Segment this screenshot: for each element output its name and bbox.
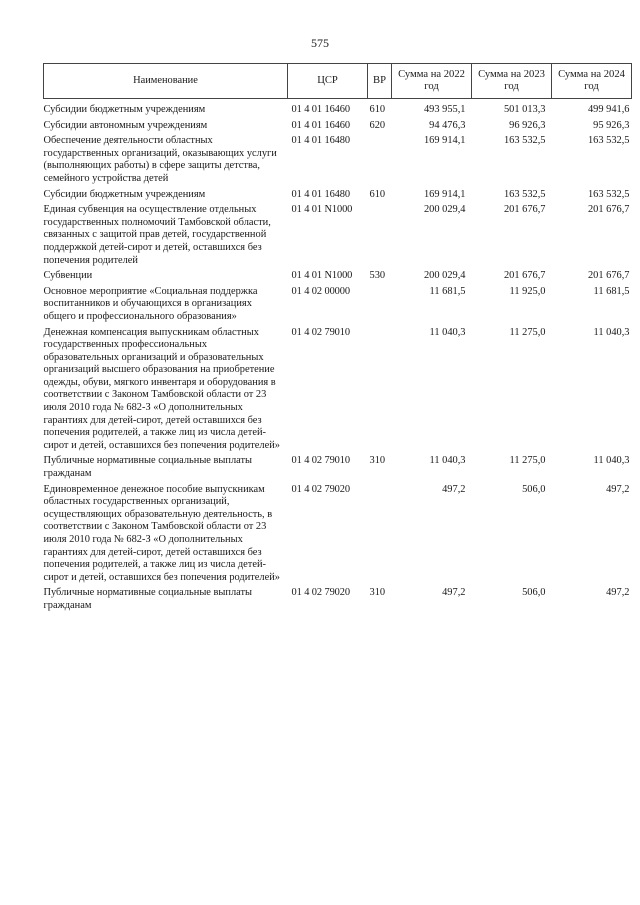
table-row (44, 268, 632, 284)
row-sum-2023: 163 532,5 (503, 135, 546, 147)
table-row (44, 284, 632, 325)
row-csr: 01 4 01 16480 (291, 188, 350, 200)
row-sum-2024: 497,2 (606, 587, 630, 599)
row-csr: 01 4 02 79020 (291, 483, 350, 495)
row-sum-2022: 169 914,1 (423, 188, 466, 200)
table-row (44, 482, 632, 586)
table-row (44, 118, 632, 134)
row-sum-2022: 11 681,5 (429, 285, 466, 297)
row-vr (368, 284, 392, 325)
row-vr (368, 482, 392, 586)
row-csr: 01 4 02 00000 (291, 285, 350, 297)
row-csr: 01 4 02 79010 (291, 455, 350, 467)
row-sum-2024: 11 681,5 (593, 285, 630, 297)
row-vr: 530 (369, 270, 386, 282)
row-csr: 01 4 01 16480 (291, 135, 350, 147)
row-vr (368, 325, 392, 454)
header-sum-2024: Сумма на 2024 год (552, 64, 632, 99)
table-row (44, 585, 632, 613)
row-sum-2023: 96 926,3 (509, 119, 546, 131)
row-sum-2023: 201 676,7 (503, 204, 546, 216)
row-vr: 610 (369, 104, 386, 115)
row-name: Субсидии бюджетным учреждениям (43, 104, 206, 115)
row-csr: 01 4 01 16460 (291, 104, 350, 115)
row-name: Денежная компенсация выпускникам областных государственных профессиональных образовательных организаций и образовательных организаций высшего образования на приобретение одежды, обуви, мягкого инвентаря и оборудования в соответствии с Законом Тамбовской области от 23 июля 2010 года № 682-З «О дополнительных гарантиях для детей-сирот, детей оставшихся без попечения родителей, а также лиц из числа детей-сирот и детей, оставшихся без попечения родителей» (43, 326, 280, 451)
row-sum-2022: 497,2 (442, 483, 466, 495)
row-csr: 01 4 01 16460 (291, 119, 350, 131)
row-sum-2024: 11 040,3 (593, 326, 630, 338)
row-sum-2023: 163 532,5 (503, 188, 546, 200)
row-name: Единая субвенция на осуществление отдельных государственных полномочий Тамбовской области, связанных с защитой прав детей, государственной поддержкой детей-сирот и детей, оставшихся без попечения родителей (43, 204, 271, 266)
row-sum-2024: 497,2 (606, 483, 630, 495)
row-csr: 01 4 01 N1000 (291, 270, 353, 282)
row-vr: 610 (369, 188, 386, 200)
row-sum-2024: 95 926,3 (593, 119, 630, 131)
row-sum-2023: 506,0 (522, 587, 546, 599)
row-sum-2024: 11 040,3 (593, 455, 630, 467)
row-sum-2024: 163 532,5 (587, 188, 630, 200)
row-sum-2023: 11 275,0 (509, 455, 546, 467)
row-vr (368, 133, 392, 186)
row-sum-2022: 94 476,3 (429, 119, 466, 131)
table-header-row (44, 64, 632, 99)
row-sum-2022: 200 029,4 (423, 204, 466, 216)
row-sum-2022: 169 914,1 (423, 135, 466, 147)
row-vr (368, 202, 392, 268)
row-sum-2024: 163 532,5 (587, 135, 630, 147)
row-vr: 620 (369, 119, 386, 131)
row-sum-2023: 506,0 (522, 483, 546, 495)
row-sum-2022: 11 040,3 (429, 455, 466, 467)
row-sum-2022: 497,2 (442, 587, 466, 599)
row-name: Основное мероприятие «Социальная поддержка воспитанников и обучающихся в организациях общего и профессионального образования» (43, 285, 258, 322)
row-name: Субсидии бюджетным учреждениям (43, 188, 206, 200)
table-row (44, 325, 632, 454)
row-vr: 310 (369, 455, 386, 467)
row-csr: 01 4 01 N1000 (291, 204, 353, 216)
row-sum-2023: 11 275,0 (509, 326, 546, 338)
row-name: Единовременное денежное пособие выпускникам областных государственных организаций, осуществляющих образовательную деятельность, в соответствии с Законом Тамбовской области от 23 июля 2010 года № 682-З «О дополнительных гарантиях для детей-сирот, детей оставшихся без попечения родителей, а также лиц из числа детей-сирот и детей, оставшихся без попечения родителей» (43, 483, 280, 583)
table-row (44, 202, 632, 268)
row-name: Публичные нормативные социальные выплаты гражданам (43, 587, 253, 611)
budget-table (43, 63, 632, 614)
page-number: 575 (311, 36, 329, 50)
row-csr: 01 4 02 79010 (291, 326, 350, 338)
row-sum-2022: 11 040,3 (429, 326, 466, 338)
table-row (44, 99, 632, 118)
row-sum-2023: 201 676,7 (503, 270, 546, 282)
row-sum-2023: 11 925,0 (509, 285, 546, 297)
row-name: Обеспечение деятельности областных государственных организаций, оказывающих услуги (выполняющих работы) в сфере защиты детства, семейного устройства детей (43, 135, 277, 184)
row-name: Субсидии автономным учреждениям (43, 119, 208, 131)
row-vr: 310 (369, 587, 386, 599)
table-row (44, 133, 632, 186)
row-name: Публичные нормативные социальные выплаты гражданам (43, 455, 253, 480)
table-row (44, 187, 632, 203)
row-sum-2022: 200 029,4 (423, 270, 466, 282)
row-sum-2024: 201 676,7 (587, 270, 630, 282)
header-sum-2022: Сумма на 2022 год (392, 64, 472, 99)
header-csr: ЦСР (288, 64, 368, 99)
row-name: Субвенции (43, 270, 93, 282)
row-sum-2023: 501 013,3 (503, 104, 546, 115)
table-row (44, 453, 632, 481)
row-sum-2024: 201 676,7 (587, 204, 630, 216)
header-sum-2023: Сумма на 2023 год (472, 64, 552, 99)
header-name: Наименование (44, 64, 288, 99)
header-vr: ВР (368, 64, 392, 99)
row-sum-2024: 499 941,6 (587, 104, 630, 115)
row-sum-2022: 493 955,1 (423, 104, 466, 115)
row-csr: 01 4 02 79020 (291, 587, 350, 599)
